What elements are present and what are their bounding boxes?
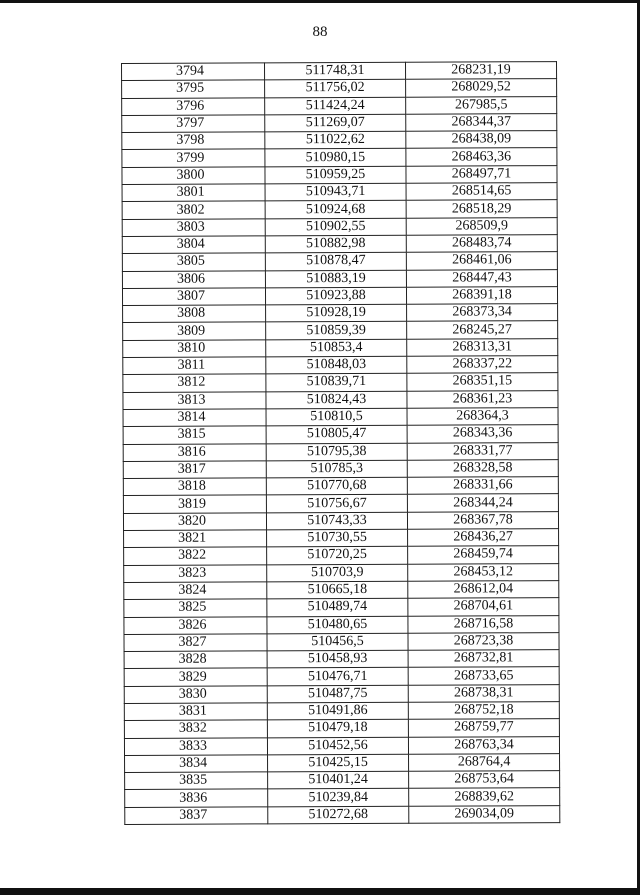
x-coordinate-cell: 510859,39 [266,322,407,340]
coordinates-table [121,61,560,825]
y-coordinate-cell: 267985,5 [406,96,557,114]
y-coordinate-cell: 268759,77 [408,719,559,737]
y-coordinate-cell: 268373,34 [407,304,558,322]
scan-border-top [0,0,640,3]
y-coordinate-cell: 268723,38 [408,632,559,650]
point-number-cell: 3828 [124,651,267,669]
point-number-cell: 3797 [122,115,265,133]
table-row [124,736,559,755]
y-coordinate-cell: 268313,31 [407,338,558,356]
point-number-cell: 3816 [123,443,266,461]
table-row [124,529,559,548]
y-coordinate-cell: 268497,71 [406,165,557,183]
y-coordinate-cell: 268518,29 [406,200,557,218]
x-coordinate-cell: 510491,86 [267,702,408,720]
y-coordinate-cell: 268483,74 [406,235,557,253]
table-row [123,442,558,461]
y-coordinate-cell: 268337,22 [407,356,558,374]
point-number-cell: 3801 [122,184,265,202]
y-coordinate-cell: 268447,43 [406,269,557,287]
x-coordinate-cell: 510795,38 [266,443,407,461]
x-coordinate-cell: 510959,25 [265,166,406,184]
y-coordinate-cell: 268343,36 [407,425,558,443]
table-row [122,148,557,167]
point-number-cell: 3794 [122,63,265,81]
table-row [122,62,557,81]
y-coordinate-cell: 268351,15 [407,373,558,391]
y-coordinate-cell: 268738,31 [408,684,559,702]
x-coordinate-cell: 510720,25 [267,547,408,565]
x-coordinate-cell: 510487,75 [267,685,408,703]
point-number-cell: 3800 [122,167,265,185]
x-coordinate-cell: 510853,4 [266,339,407,357]
point-number-cell: 3827 [124,634,267,652]
table-row [124,546,559,565]
table-row [123,459,558,478]
table-row [122,96,557,115]
table-row [123,356,558,375]
point-number-cell: 3829 [124,668,267,686]
point-number-cell: 3832 [124,720,267,738]
table-row [122,79,557,98]
table-row [124,667,559,686]
y-coordinate-cell: 268029,52 [406,79,557,97]
y-coordinate-cell: 268704,61 [408,598,559,616]
table-row [124,598,559,617]
point-number-cell: 3798 [122,132,265,150]
point-number-cell: 3805 [122,253,265,271]
y-coordinate-cell: 268453,12 [408,563,559,581]
point-number-cell: 3820 [123,513,266,531]
point-number-cell: 3834 [125,755,268,773]
point-number-cell: 3799 [122,149,265,167]
table-row [124,632,559,651]
x-coordinate-cell: 510452,56 [267,737,408,755]
x-coordinate-cell: 510928,19 [266,304,407,322]
x-coordinate-cell: 510770,68 [266,477,407,495]
table-row [123,304,558,323]
x-coordinate-cell: 510756,67 [266,495,407,513]
y-coordinate-cell: 269034,09 [409,805,560,823]
table-row [123,338,558,357]
y-coordinate-cell: 268514,65 [406,183,557,201]
table-row [122,200,557,219]
point-number-cell: 3836 [125,789,268,807]
x-coordinate-cell: 510923,88 [265,287,406,305]
point-number-cell: 3830 [124,686,267,704]
x-coordinate-cell: 510239,84 [268,789,409,807]
x-coordinate-cell: 510785,3 [266,460,407,478]
point-number-cell: 3806 [122,270,265,288]
table-row [122,235,557,254]
y-coordinate-cell: 268463,36 [406,148,557,166]
table-row [122,165,557,184]
x-coordinate-cell: 510476,71 [267,668,408,686]
table-row [122,183,557,202]
table-row [124,719,559,738]
x-coordinate-cell: 511424,24 [265,97,406,115]
table-row [123,390,558,409]
x-coordinate-cell: 511748,31 [265,62,406,80]
y-coordinate-cell: 268364,3 [407,408,558,426]
x-coordinate-cell: 510480,65 [267,616,408,634]
y-coordinate-cell: 268753,64 [409,771,560,789]
point-number-cell: 3804 [122,236,265,254]
x-coordinate-cell: 510456,5 [267,633,408,651]
table-row [124,581,559,600]
table-row [123,511,558,530]
y-coordinate-cell: 268752,18 [408,702,559,720]
y-coordinate-cell: 268438,09 [406,131,557,149]
y-coordinate-cell: 268459,74 [408,546,559,564]
table-body [122,62,560,825]
y-coordinate-cell: 268344,37 [406,113,557,131]
y-coordinate-cell: 268509,9 [406,217,557,235]
y-coordinate-cell: 268436,27 [408,529,559,547]
point-number-cell: 3831 [124,703,267,721]
x-coordinate-cell: 510943,71 [265,183,406,201]
y-coordinate-cell: 268231,19 [405,62,556,80]
x-coordinate-cell: 510730,55 [267,529,408,547]
x-coordinate-cell: 510883,19 [265,270,406,288]
x-coordinate-cell: 510810,5 [266,408,407,426]
y-coordinate-cell: 268367,78 [407,511,558,529]
point-number-cell: 3807 [122,288,265,306]
x-coordinate-cell: 510805,47 [266,425,407,443]
page-number: 88 [312,24,328,40]
y-coordinate-cell: 268245,27 [407,321,558,339]
x-coordinate-cell: 511756,02 [265,80,406,98]
y-coordinate-cell: 268331,66 [407,477,558,495]
point-number-cell: 3837 [125,807,268,825]
table-row [124,650,559,669]
point-number-cell: 3812 [123,374,266,392]
table-row [123,321,558,340]
point-number-cell: 3814 [123,409,266,427]
table-row [124,702,559,721]
y-coordinate-cell: 268461,06 [406,252,557,270]
x-coordinate-cell: 510980,15 [265,149,406,167]
y-coordinate-cell: 268612,04 [408,581,559,599]
point-number-cell: 3813 [123,392,266,410]
y-coordinate-cell: 268344,24 [407,494,558,512]
point-number-cell: 3817 [123,461,266,479]
x-coordinate-cell: 510479,18 [267,720,408,738]
table-row [122,286,557,305]
scan-border-bottom [0,888,640,895]
table-row [124,684,559,703]
x-coordinate-cell: 510665,18 [267,581,408,599]
table-row [122,113,557,132]
y-coordinate-cell: 268763,34 [408,736,559,754]
y-coordinate-cell: 268391,18 [406,286,557,304]
x-coordinate-cell: 510878,47 [265,253,406,271]
x-coordinate-cell: 510272,68 [268,806,409,824]
table-row [125,788,560,807]
y-coordinate-cell: 268716,58 [408,615,559,633]
x-coordinate-cell: 510824,43 [266,391,407,409]
y-coordinate-cell: 268839,62 [409,788,560,806]
x-coordinate-cell: 510401,24 [268,771,409,789]
x-coordinate-cell: 511269,07 [265,114,406,132]
table-row [124,615,559,634]
x-coordinate-cell: 510425,15 [268,754,409,772]
point-number-cell: 3821 [124,530,267,548]
point-number-cell: 3833 [124,737,267,755]
x-coordinate-cell: 510882,98 [265,235,406,253]
y-coordinate-cell: 268732,81 [408,650,559,668]
table-row [125,771,560,790]
y-coordinate-cell: 268361,23 [407,390,558,408]
table-row [123,425,558,444]
point-number-cell: 3811 [123,357,266,375]
table-row [122,269,557,288]
table-row [122,131,557,150]
y-coordinate-cell: 268328,58 [407,459,558,477]
point-number-cell: 3809 [123,322,266,340]
point-number-cell: 3810 [123,340,266,358]
point-number-cell: 3803 [122,219,265,237]
table-row [125,805,560,824]
table-row [125,753,560,772]
y-coordinate-cell: 268331,77 [407,442,558,460]
point-number-cell: 3823 [124,564,267,582]
y-coordinate-cell: 268764,4 [409,753,560,771]
x-coordinate-cell: 510839,71 [266,374,407,392]
x-coordinate-cell: 510848,03 [266,356,407,374]
x-coordinate-cell: 511022,62 [265,131,406,149]
point-number-cell: 3802 [122,201,265,219]
point-number-cell: 3835 [125,772,268,790]
x-coordinate-cell: 510924,68 [265,201,406,219]
x-coordinate-cell: 510489,74 [267,598,408,616]
table-row [124,563,559,582]
point-number-cell: 3819 [123,495,266,513]
point-number-cell: 3795 [122,80,265,98]
point-number-cell: 3815 [123,426,266,444]
x-coordinate-cell: 510703,9 [267,564,408,582]
table-row [123,408,558,427]
point-number-cell: 3796 [122,97,265,115]
table-row [123,373,558,392]
x-coordinate-cell: 510743,33 [266,512,407,530]
point-number-cell: 3825 [124,599,267,617]
table-row [122,252,557,271]
x-coordinate-cell: 510458,93 [267,650,408,668]
point-number-cell: 3822 [124,547,267,565]
table-row [122,217,557,236]
point-number-cell: 3824 [124,582,267,600]
table-row [123,494,558,513]
point-number-cell: 3826 [124,616,267,634]
y-coordinate-cell: 268733,65 [408,667,559,685]
point-number-cell: 3808 [123,305,266,323]
x-coordinate-cell: 510902,55 [265,218,406,236]
table-row [123,477,558,496]
point-number-cell: 3818 [123,478,266,496]
